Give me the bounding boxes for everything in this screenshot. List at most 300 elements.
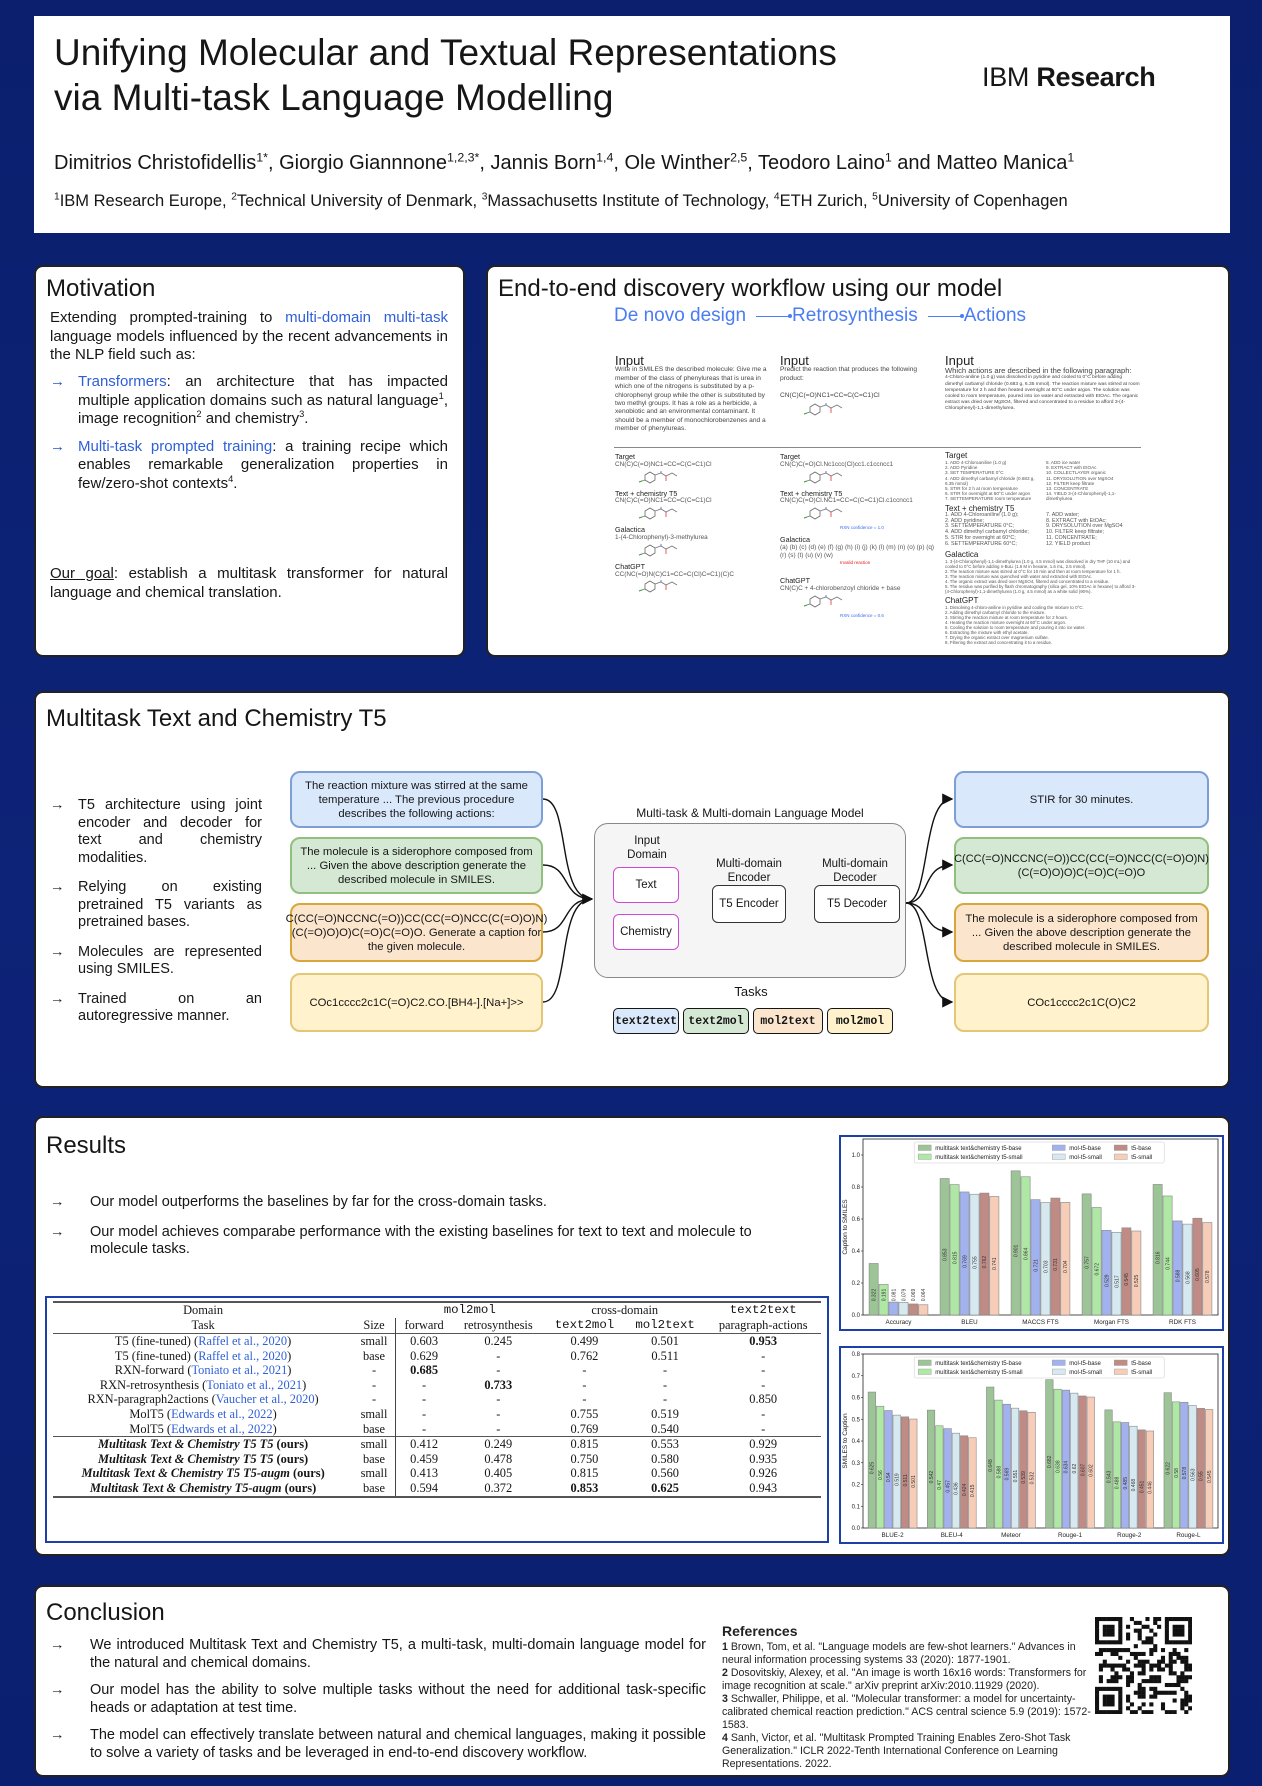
bar	[1020, 1411, 1027, 1528]
bar	[1164, 1393, 1171, 1528]
qr-module	[1145, 1617, 1149, 1621]
superscript: 1*	[256, 150, 268, 165]
y-axis-label: SMILES to Caption	[842, 1413, 849, 1469]
legend-label: multitask text&chemistry t5-base	[935, 1361, 1022, 1367]
input-paragraph: 4-Chloro-aniline (1.0 g) was dissolved in pyridine and cooled to 0°C before adding dimethyl carbamyl chloride (0.683 g, 6.35 mmol). The reaction mixture was stirred at room temperature for 2 h and then heated overnight at 60°C under argon. The solution was cooled to room temperature, poured into ice water and extracted with EtOAc. The organic extract was dried over MgSO4, filtered and concentrated to a residue to afford 3-(4-Chlorophenyl)-1,1-dimethylurea.	[945, 375, 1140, 411]
qr-module	[1153, 1621, 1157, 1625]
bar	[950, 1185, 959, 1315]
reference-item	[722, 1641, 1094, 1667]
qr-module	[1126, 1633, 1130, 1637]
qr-module	[1149, 1636, 1153, 1640]
qr-module	[1138, 1652, 1142, 1656]
qr-module	[1176, 1675, 1180, 1679]
citation-link[interactable]: Vaucher et al., 2020	[215, 1392, 315, 1407]
table-row	[53, 1422, 821, 1437]
qr-module	[1176, 1629, 1180, 1633]
text-segment: : a training recipe which enables remarkable generalization properties in few/zero-shot contexts	[78, 437, 448, 492]
workflow-output-column	[945, 449, 1141, 645]
col-header-text2mol: text2mol	[554, 1318, 615, 1332]
divider	[614, 447, 1141, 448]
action-item: 10. COLLECTLAYER organic	[1046, 470, 1106, 476]
bar	[893, 1415, 900, 1528]
qr-module	[1165, 1617, 1169, 1621]
value-cell: 0.501	[651, 1334, 680, 1348]
citation-link[interactable]: Toniato et al., 2021	[206, 1377, 303, 1392]
superscript: 2	[231, 191, 237, 203]
qr-module	[1099, 1648, 1103, 1652]
arrow-right-icon	[928, 316, 962, 317]
qr-module	[1126, 1625, 1130, 1629]
title-line-1: Unifying Molecular and Textual Representations	[54, 32, 837, 73]
qr-module	[1142, 1640, 1146, 1644]
x-tick-label: BLUE-2	[881, 1532, 904, 1539]
reference-text: Dosovitskiy, Alexey, et al. "An image is worth 16x16 words: Transformers for image recognition at scale." arXiv preprint arXiv:2010.11929 (2020).	[722, 1667, 1087, 1692]
superscript: 1	[438, 390, 444, 401]
citation-link[interactable]: Raffel et al., 2020	[198, 1334, 288, 1348]
bar	[1146, 1431, 1153, 1528]
legend-swatch	[1114, 1154, 1127, 1160]
bar	[1189, 1406, 1196, 1528]
value-cell: 0.499	[570, 1334, 599, 1348]
qr-module	[1126, 1636, 1130, 1640]
qr-module	[1173, 1617, 1177, 1621]
superscript: 1	[1067, 150, 1075, 165]
qr-module	[1107, 1648, 1111, 1652]
legend-swatch	[1114, 1145, 1127, 1151]
qr-module	[1118, 1702, 1122, 1706]
arrow-icon: →	[50, 943, 65, 960]
qr-module	[1118, 1648, 1122, 1652]
bar	[1122, 1228, 1131, 1315]
qr-module	[1173, 1648, 1177, 1652]
table-row	[53, 1437, 821, 1452]
qr-module	[1126, 1695, 1130, 1699]
bar	[970, 1194, 979, 1315]
qr-module	[1126, 1706, 1130, 1710]
qr-module	[1188, 1675, 1192, 1679]
qr-module	[1103, 1633, 1107, 1637]
size-cell: base	[362, 1348, 386, 1363]
qr-module	[1180, 1629, 1184, 1633]
action-item: 8. EXTRACT with EtOAc;	[1046, 517, 1107, 524]
superscript: 4	[773, 191, 780, 203]
qr-module	[1176, 1652, 1180, 1656]
t5-encoder-box: T5 Encoder	[712, 885, 786, 923]
bar-value-label: 0.769	[962, 1255, 969, 1268]
y-axis-label: Caption to SMILES	[842, 1199, 849, 1255]
output-value: CN(C)C(=O)NC1=CC=C(C=C1)Cl	[615, 460, 712, 468]
qr-module	[1176, 1633, 1180, 1637]
bar	[1031, 1200, 1040, 1315]
qr-module	[1126, 1698, 1130, 1702]
superscript: 3	[481, 191, 488, 203]
bar	[995, 1400, 1002, 1528]
bar	[1172, 1402, 1179, 1528]
value-cell: 0.459	[395, 1452, 452, 1467]
output-model-label: Text + chemistry T5	[780, 488, 843, 498]
qr-module	[1130, 1679, 1134, 1683]
reference-item	[722, 1732, 1094, 1771]
text-segment: : an architecture that has impacted multiple application domains such as natural language	[78, 373, 448, 409]
molecule-structure-icon	[802, 402, 872, 418]
table-row	[53, 1363, 821, 1378]
qr-module	[1169, 1667, 1173, 1671]
qr-module	[1107, 1710, 1111, 1714]
chart-caption-to-smiles	[839, 1135, 1224, 1331]
citation-link[interactable]: Edwards et al., 2022	[171, 1406, 273, 1421]
qr-module	[1099, 1675, 1103, 1679]
qr-module	[1095, 1652, 1099, 1656]
size-cell: small	[360, 1406, 388, 1421]
legend-swatch	[1052, 1145, 1065, 1151]
bar-value-label: 0.488	[1114, 1476, 1121, 1490]
qr-module	[1149, 1702, 1153, 1706]
bar	[1113, 1422, 1120, 1528]
qr-module	[1111, 1664, 1115, 1668]
input-prompt: Which actions are described in the following paragraph:	[945, 366, 1132, 376]
qr-module	[1153, 1664, 1157, 1668]
x-tick-label: MACCS FTS	[1022, 1319, 1059, 1326]
qr-module	[1149, 1710, 1153, 1714]
qr-module	[1130, 1652, 1134, 1656]
output-value: 1-(4-Chlorophenyl)-3-methylurea	[615, 533, 708, 541]
qr-module	[1169, 1640, 1173, 1644]
output-model-label: Galactica	[780, 534, 810, 544]
bar	[1130, 1426, 1137, 1528]
bar	[1163, 1196, 1172, 1315]
action-item: 11. DRYSOLUTION over MgSO4	[1046, 475, 1114, 481]
qr-module	[1114, 1679, 1118, 1683]
workflow-output-column	[615, 449, 775, 597]
task-cell	[53, 1452, 353, 1467]
punctuation: (	[190, 1334, 199, 1348]
legend-label: mol-t5-small	[1069, 1370, 1102, 1376]
col-header-retrosynthesis: retrosynthesis	[463, 1318, 533, 1332]
qr-module	[1118, 1706, 1122, 1710]
bar	[1079, 1396, 1086, 1528]
value-cell: -	[761, 1348, 766, 1363]
qr-module	[1134, 1652, 1138, 1656]
task-name: MolT5	[129, 1406, 164, 1421]
bar-value-label: 0.47	[937, 1480, 944, 1490]
text-segment: and Matteo Manica	[891, 152, 1068, 174]
action-item: 5. STIR for 2 h at room temperature	[945, 486, 1018, 492]
qr-module	[1118, 1633, 1122, 1637]
action-list	[945, 559, 1141, 594]
citation-link[interactable]: Raffel et al., 2020	[198, 1348, 288, 1363]
bullet-text: T5 architecture using joint encoder and decoder for text and chemistry modalities.	[78, 797, 262, 866]
qr-module	[1114, 1675, 1118, 1679]
bar-value-label: 0.064	[921, 1288, 928, 1302]
bar	[936, 1426, 943, 1528]
output-example-mol2mol: COc1cccc2c1C(O)C2	[954, 973, 1209, 1032]
qr-module	[1165, 1683, 1169, 1687]
qr-module	[1184, 1679, 1188, 1683]
qr-module	[1180, 1702, 1184, 1706]
confidence-note: RXN confidence = 0.6	[840, 612, 884, 618]
bar	[1092, 1207, 1101, 1315]
size-cell: -	[371, 1363, 377, 1378]
qr-module	[1130, 1617, 1134, 1621]
workflow-input-column	[780, 353, 940, 420]
value-cell: 0.629	[395, 1349, 452, 1364]
y-tick-label: 0.5	[851, 1417, 860, 1424]
y-tick-label: 0.4	[851, 1439, 860, 1445]
qr-module	[1111, 1695, 1115, 1699]
bar-value-label: 0.58	[1173, 1468, 1180, 1478]
qr-module	[1161, 1660, 1165, 1664]
qr-module	[1184, 1664, 1188, 1668]
action-item: 2. ADD pyridine;	[945, 517, 984, 524]
text-segment: Dimitrios Christofidellis	[54, 152, 257, 174]
superscript: 1	[884, 150, 892, 165]
table-row	[53, 1378, 821, 1393]
bar-value-label: 0.682	[1047, 1455, 1054, 1469]
text-segment: , Ole Winther	[613, 152, 731, 174]
task-cell	[53, 1466, 353, 1481]
size-cell: small	[360, 1334, 388, 1348]
size-cell: -	[371, 1377, 377, 1392]
motivation-panel	[34, 265, 465, 657]
bar	[1070, 1393, 1077, 1528]
qr-module	[1180, 1675, 1184, 1679]
bar-value-label: 0.485	[1122, 1476, 1129, 1490]
qr-module	[1176, 1683, 1180, 1687]
domain-chemistry-box: Chemistry	[613, 914, 679, 950]
qr-module	[1107, 1695, 1111, 1699]
qr-module	[1149, 1640, 1153, 1644]
decoder-label: Multi-domain Decoder	[822, 858, 888, 884]
bar	[1193, 1218, 1202, 1315]
qr-module	[1118, 1629, 1122, 1633]
qr-module	[1111, 1702, 1115, 1706]
qr-module	[1103, 1698, 1107, 1702]
reference-number: 4	[722, 1732, 728, 1744]
qr-module	[1095, 1702, 1099, 1706]
ours-suffix: (ours)	[276, 1451, 309, 1466]
table-row	[53, 1334, 821, 1349]
bar-value-label: 0.815	[952, 1251, 959, 1265]
output-example-mol2text: The molecule is a siderophore composed from ... Given the above description generate the described molecule in SMILES.	[954, 903, 1209, 962]
bar	[909, 1304, 918, 1315]
qr-module	[1184, 1675, 1188, 1679]
qr-module	[1184, 1710, 1188, 1714]
task-header: Task	[191, 1318, 215, 1332]
task-cell	[53, 1481, 353, 1497]
qr-module	[1157, 1617, 1161, 1621]
value-cell: 0.560	[651, 1466, 680, 1481]
bar-value-label: 0.511	[902, 1474, 909, 1487]
arrow-icon: →	[50, 1223, 65, 1240]
bar-value-label: 0.62	[1072, 1463, 1079, 1474]
qr-module	[1169, 1652, 1173, 1656]
bar	[980, 1193, 989, 1315]
qr-module	[1126, 1683, 1130, 1687]
qr-module	[1188, 1617, 1192, 1621]
action-item: 2. Adding dimethyl carbamyl chloride to the mixture.	[945, 610, 1046, 616]
task-name: RXN-forward	[114, 1363, 185, 1378]
qr-module	[1157, 1675, 1161, 1679]
y-tick-label: 0.1	[851, 1504, 860, 1511]
x-tick-label: Rouge-2	[1117, 1532, 1142, 1539]
reference-list	[722, 1641, 1094, 1771]
bar-value-label: 0.578	[1182, 1466, 1189, 1480]
qr-module	[1165, 1636, 1169, 1640]
input-heading: Input	[945, 353, 974, 368]
qr-module	[1118, 1710, 1122, 1714]
legend-label: t5-base	[1131, 1361, 1152, 1367]
highlight-text: Transformers	[78, 373, 167, 390]
qr-module	[1169, 1664, 1173, 1668]
value-cell: 0.580	[651, 1451, 680, 1466]
qr-module	[1169, 1656, 1173, 1660]
action-item: 5. Cooling the solution to room temperature and pouring it into ice water.	[945, 625, 1086, 631]
bar-value-label: 0.539	[1021, 1471, 1028, 1484]
superscript: 1,2,3*	[447, 150, 480, 165]
qr-module	[1138, 1621, 1142, 1625]
citation-link[interactable]: Toniato et al., 2021	[191, 1363, 288, 1378]
bullet-text: We introduced Multitask Text and Chemistry T5, a multi-task, multi-domain language model for the natural and chemical domains.	[90, 1637, 706, 1671]
input-example-text2text: The reaction mixture was stirred at the same temperature ... The previous procedure describes the following actions:	[290, 771, 543, 828]
size-cell: small	[360, 1466, 388, 1481]
qr-module	[1142, 1691, 1146, 1695]
bar-value-label: 0.568	[1185, 1271, 1192, 1284]
qr-module	[1134, 1710, 1138, 1714]
qr-code[interactable]	[1095, 1617, 1192, 1714]
chart-smiles-to-caption	[839, 1346, 1224, 1544]
qr-module	[1161, 1706, 1165, 1710]
bar-value-label: 0.543	[1106, 1470, 1113, 1484]
action-item: 7. SETTEMPERATURE room temperature	[945, 496, 1032, 502]
qr-module	[1173, 1633, 1177, 1637]
action-item: 9. DRYSOLUTION over MgSO4	[1046, 523, 1123, 530]
output-model-label: Text + chemistry T5	[945, 503, 1015, 513]
bar	[944, 1429, 951, 1528]
legend-label: mol-t5-small	[1069, 1155, 1102, 1161]
qr-module	[1126, 1679, 1130, 1683]
qr-module	[1184, 1702, 1188, 1706]
qr-module	[1142, 1695, 1146, 1699]
bar-value-label: 0.446	[1147, 1481, 1154, 1494]
qr-module	[1169, 1710, 1173, 1714]
action-item: 3. Stirring the reaction mixture at room temperature for 2 hours.	[945, 615, 1068, 621]
size-header: Size	[363, 1318, 385, 1332]
value-cell: -	[395, 1378, 452, 1393]
bar-value-label: 0.436	[953, 1482, 960, 1495]
task-chip-mol2mol: mol2mol	[827, 1008, 893, 1034]
col-header-mol2text: mol2text	[635, 1318, 695, 1332]
y-tick-label: 0.0	[851, 1313, 860, 1319]
task-name: RXN-paragraph2actions	[87, 1392, 209, 1407]
qr-module	[1095, 1640, 1099, 1644]
y-tick-label: 0.6	[851, 1395, 860, 1402]
task-cell	[53, 1437, 353, 1452]
bullet-text: Our model achieves comparabe performance with the existing baselines for text to text and molecule to molecule tasks.	[90, 1223, 752, 1257]
qr-module	[1114, 1687, 1118, 1691]
confidence-note: RXN confidence = 1.0	[840, 525, 884, 531]
bar-value-label: 0.191	[881, 1288, 888, 1302]
bar-value-label: 0.588	[996, 1465, 1003, 1479]
bar-value-label: 0.519	[894, 1473, 901, 1486]
logo-ibm: IBM	[982, 62, 1030, 92]
value-cell: -	[395, 1422, 452, 1437]
action-item: 2. The reaction mixture was stirred at 0°C for 10 min and then at room temperature for 1 h.	[945, 569, 1121, 575]
qr-module	[1149, 1652, 1153, 1656]
task-cell	[53, 1363, 353, 1378]
qr-module	[1095, 1695, 1099, 1699]
qr-module	[1149, 1648, 1153, 1652]
x-tick-label: Rouge-1	[1058, 1532, 1083, 1539]
references-title: References	[722, 1623, 798, 1639]
bar-value-label: 0.545	[1206, 1470, 1213, 1483]
qr-module	[1153, 1695, 1157, 1699]
action-item: 3. SETTEMPERATURE 0°C;	[945, 523, 1014, 530]
qr-module	[1095, 1687, 1099, 1691]
qr-module	[1126, 1675, 1130, 1679]
text-segment: , Giorgio Giannnone	[267, 152, 447, 174]
action-item: 7. ADD water;	[1046, 511, 1080, 518]
value-cell: 0.850	[749, 1392, 778, 1407]
bar	[990, 1196, 999, 1315]
bar	[1054, 1389, 1061, 1528]
size-cell: base	[362, 1480, 386, 1495]
highlight-text: multi-domain multi-task	[285, 309, 448, 326]
poster-header	[34, 16, 1230, 233]
qr-module	[1180, 1617, 1184, 1621]
qr-module	[1118, 1625, 1122, 1629]
qr-module	[1114, 1671, 1118, 1675]
output-value: CC(NC(=O)N(C)C1=CC=C(Cl)C=C1)(C)C	[615, 570, 734, 578]
qr-module	[1114, 1617, 1118, 1621]
output-value: CN(C)C(=O)NC1=CC=C(C=C1)Cl	[615, 497, 712, 505]
qr-module	[1103, 1710, 1107, 1714]
qr-module	[1165, 1691, 1169, 1695]
qr-module	[1188, 1667, 1192, 1671]
qr-module	[1114, 1664, 1118, 1668]
qr-module	[1184, 1648, 1188, 1652]
legend-swatch	[918, 1145, 931, 1151]
qr-module	[1122, 1664, 1126, 1668]
qr-module	[1099, 1640, 1103, 1644]
qr-module	[1184, 1660, 1188, 1664]
qr-module	[1130, 1710, 1134, 1714]
title-line-2: via Multi-task Language Modelling	[54, 77, 614, 118]
results-bullets	[50, 1194, 802, 1271]
qr-module	[1169, 1671, 1173, 1675]
affiliations	[54, 192, 1068, 211]
bar	[1173, 1221, 1182, 1315]
qr-module	[1188, 1625, 1192, 1629]
qr-module	[1118, 1698, 1122, 1702]
bar-value-label: 0.069	[911, 1288, 918, 1302]
qr-module	[1134, 1621, 1138, 1625]
value-cell: 0.926	[749, 1466, 778, 1481]
qr-module	[1157, 1679, 1161, 1683]
y-tick-label: 0.4	[851, 1249, 860, 1255]
citation-link[interactable]: Edwards et al., 2022	[171, 1421, 273, 1436]
task-name: Multitask Text & Chemistry T5-augm	[89, 1480, 282, 1495]
ibm-research-logo	[982, 62, 1156, 93]
table-row	[53, 1407, 821, 1422]
bar-value-label: 0.542	[928, 1470, 935, 1484]
task-cell	[53, 1334, 353, 1349]
text-segment: .	[304, 410, 309, 427]
qr-module	[1165, 1664, 1169, 1668]
qr-module	[1111, 1652, 1115, 1656]
action-item: 8. Filtering the extract and concentrating it to a residue.	[945, 640, 1053, 646]
qr-module	[1149, 1667, 1153, 1671]
bar	[1061, 1202, 1070, 1315]
